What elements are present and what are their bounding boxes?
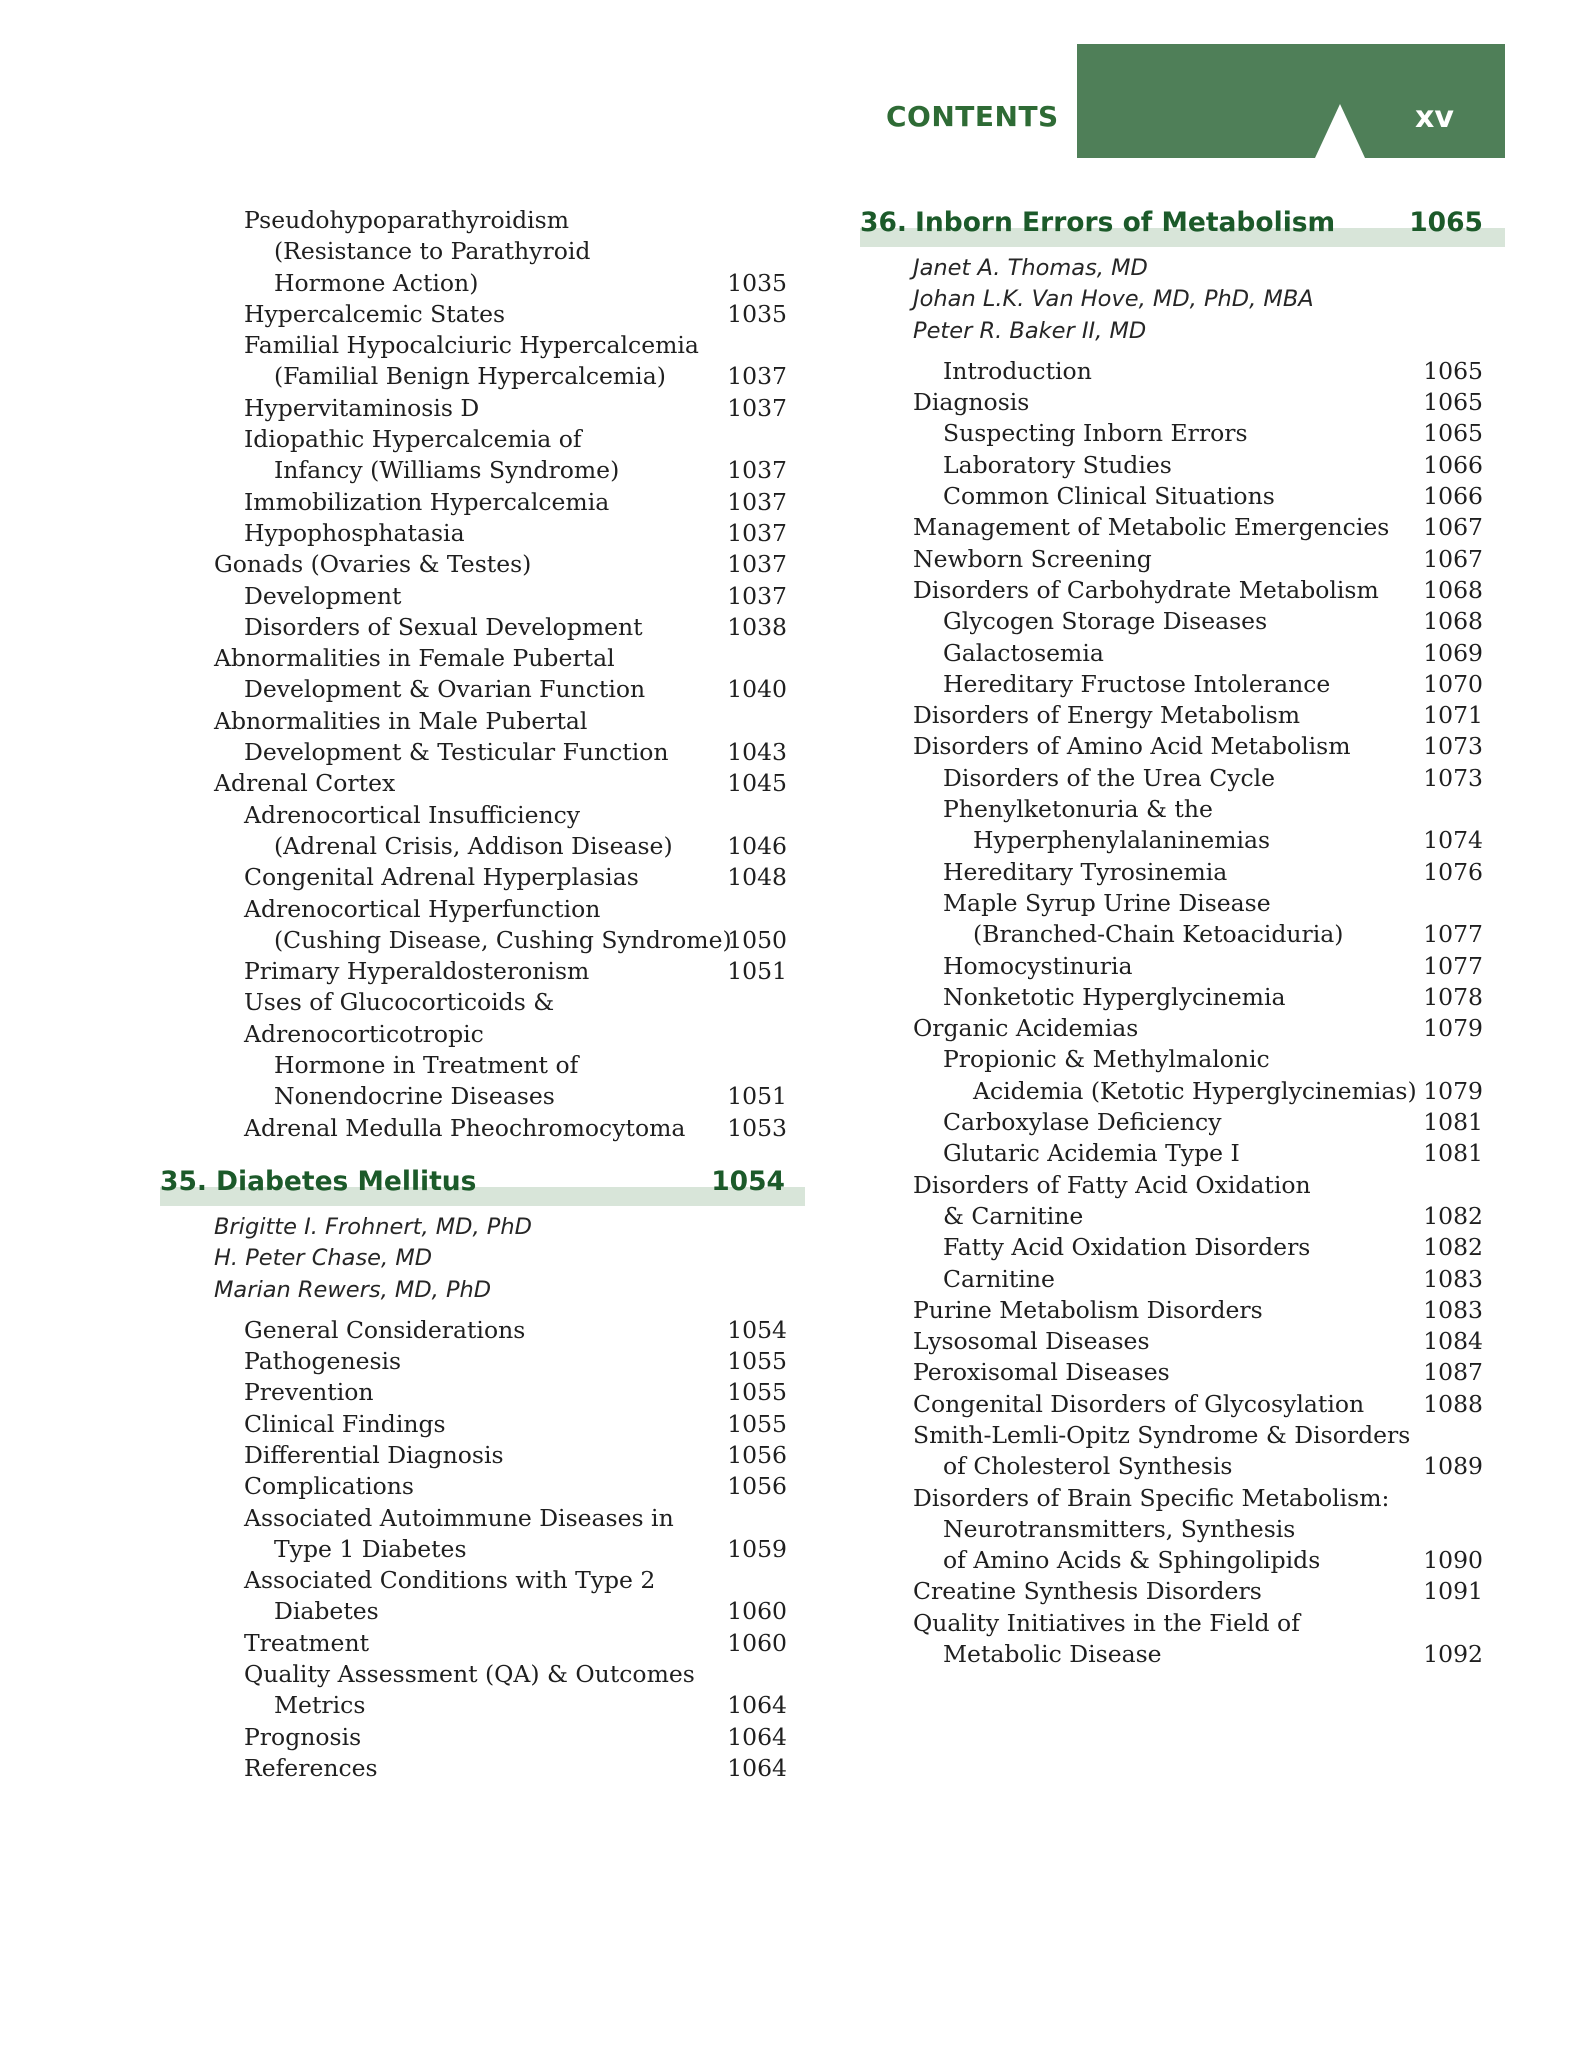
toc-entry[interactable]: [860, 731, 1505, 762]
toc-entry-page: 1053: [727, 1113, 787, 1142]
toc-entry[interactable]: [160, 1315, 790, 1346]
toc-entry[interactable]: [160, 862, 790, 893]
toc-entry[interactable]: [160, 1659, 790, 1722]
toc-entry-title: Pseudohypoparathyroidism: [244, 206, 570, 234]
toc-entry-title: Development & Testicular Function: [244, 738, 669, 767]
toc-entry-title: Management of Metabolic Emergencies: [913, 513, 1390, 542]
toc-entry-title: Hormone Action): [274, 268, 479, 297]
toc-entry[interactable]: [860, 1357, 1505, 1388]
toc-entry-page: 1037: [727, 456, 787, 485]
toc-entry-page: 1089: [1423, 1452, 1483, 1481]
author-name: Brigitte I. Frohnert, MD, PhD: [214, 1213, 532, 1240]
toc-entry-page: 1074: [1423, 826, 1483, 855]
toc-entry[interactable]: [860, 387, 1505, 418]
toc-entry[interactable]: [860, 982, 1505, 1013]
toc-entry-title: (Familial Benign Hypercalcemia): [274, 362, 666, 391]
toc-entry[interactable]: [860, 1326, 1505, 1357]
toc-entry-page: 1066: [1423, 482, 1483, 511]
toc-entry[interactable]: [860, 1608, 1505, 1671]
toc-entry-page: 1087: [1423, 1358, 1483, 1387]
toc-entry-page: 1037: [727, 362, 787, 391]
toc-entry-page: 1081: [1423, 1108, 1483, 1137]
toc-entry-page: 1035: [727, 299, 787, 328]
toc-entry-page: 1064: [727, 1691, 787, 1720]
toc-entry-title: Disorders of Carbohydrate Metabolism: [913, 575, 1379, 604]
author-name: Janet A. Thomas, MD: [913, 255, 1148, 281]
toc-entry-page: 1055: [727, 1347, 787, 1376]
toc-entry-title: Adrenocortical Hyperfunction: [244, 894, 601, 923]
chapter-title: Inborn Errors of Metabolism: [915, 207, 1336, 238]
toc-entry-title: Neurotransmitters, Synthesis: [943, 1514, 1296, 1543]
toc-entry-title: Organic Acidemias: [913, 1014, 1139, 1043]
toc-entry-title: Creatine Synthesis Disorders: [913, 1577, 1262, 1606]
toc-entry[interactable]: [160, 1346, 790, 1377]
toc-entry[interactable]: [860, 1138, 1505, 1169]
toc-entry-page: 1083: [1423, 1264, 1483, 1293]
toc-entry-title: Abnormalities in Male Pubertal: [214, 706, 588, 735]
toc-entry-title: Smith-Lemli-Opitz Syndrome & Disorders: [913, 1420, 1411, 1449]
toc-entry[interactable]: [860, 1295, 1505, 1326]
toc-entry-title: (Branched-Chain Ketoaciduria): [973, 920, 1344, 949]
chapter-page: 1054: [711, 1165, 785, 1197]
toc-entry-page: 1045: [727, 769, 787, 798]
toc-entry[interactable]: [160, 1753, 790, 1784]
chapter-title: Diabetes Mellitus: [216, 1165, 477, 1197]
toc-entry-page: 1083: [1423, 1295, 1483, 1324]
toc-entry[interactable]: [860, 606, 1505, 637]
toc-entry-title: Diabetes: [274, 1597, 379, 1626]
toc-entry-title: Newborn Screening: [913, 544, 1152, 573]
toc-entry-title: Primary Hyperaldosteronism: [244, 957, 590, 986]
toc-entry-title: Prevention: [244, 1378, 374, 1407]
toc-entry-page: 1088: [1423, 1389, 1483, 1418]
toc-entry-title: Quality Assessment (QA) & Outcomes: [244, 1660, 695, 1689]
toc-entry[interactable]: [160, 330, 790, 393]
toc-entry-title: Glycogen Storage Diseases: [943, 607, 1268, 636]
toc-entry[interactable]: [860, 888, 1505, 951]
toc-entry-title: Hypervitaminosis D: [244, 393, 480, 422]
toc-entry[interactable]: [160, 1409, 790, 1440]
toc-entry-page: 1056: [727, 1440, 787, 1469]
toc-entry[interactable]: [860, 1420, 1505, 1483]
toc-entry[interactable]: [860, 1170, 1505, 1233]
toc-entry-page: 1037: [727, 487, 787, 516]
toc-entry[interactable]: [160, 424, 790, 487]
author-name: Marian Rewers, MD, PhD: [214, 1276, 492, 1303]
toc-entry-title: Peroxisomal Diseases: [913, 1358, 1170, 1387]
toc-entry[interactable]: [160, 487, 790, 518]
toc-entry-page: 1043: [727, 738, 787, 767]
toc-entry-title: Hypophosphatasia: [244, 518, 465, 547]
toc-entry-title: Carboxylase Deficiency: [943, 1108, 1222, 1137]
left-column: [160, 205, 790, 1784]
toc-entry-page: 1060: [727, 1597, 787, 1626]
toc-entry-title: Hyperphenylalaninemias: [973, 826, 1271, 855]
toc-entry[interactable]: [860, 575, 1505, 606]
toc-entry-title: of Cholesterol Synthesis: [943, 1452, 1233, 1481]
toc-entry-page: 1079: [1423, 1076, 1483, 1105]
toc-entry[interactable]: [160, 393, 790, 424]
toc-entry-title: References: [244, 1753, 378, 1782]
toc-entry[interactable]: [860, 512, 1505, 543]
toc-entry[interactable]: [160, 987, 790, 1112]
toc-entry-title: Purine Metabolism Disorders: [913, 1295, 1263, 1324]
toc-entry[interactable]: [860, 700, 1505, 731]
toc-entry[interactable]: [160, 299, 790, 330]
toc-entry[interactable]: [160, 1722, 790, 1753]
toc-entry[interactable]: [860, 544, 1505, 575]
toc-entry-page: 1073: [1423, 763, 1483, 792]
toc-entry[interactable]: [160, 549, 790, 580]
toc-entry-title: Type 1 Diabetes: [274, 1534, 467, 1563]
toc-entry-page: 1054: [727, 1315, 787, 1344]
toc-entry-title: Treatment: [244, 1628, 370, 1657]
toc-entry-title: Pathogenesis: [244, 1347, 402, 1376]
toc-entry[interactable]: [860, 1232, 1505, 1263]
toc-entry-page: 1064: [727, 1753, 787, 1782]
toc-entry-page: 1068: [1423, 575, 1483, 604]
toc-entry[interactable]: [160, 706, 790, 769]
toc-entry[interactable]: [160, 800, 790, 863]
toc-entry[interactable]: [860, 1483, 1505, 1577]
toc-entry-title: Familial Hypocalciuric Hypercalcemia: [244, 331, 699, 360]
toc-entry-page: 1081: [1423, 1139, 1483, 1168]
toc-entry[interactable]: [860, 418, 1505, 449]
toc-entry-title: (Resistance to Parathyroid: [274, 237, 591, 266]
toc-entry-page: 1077: [1423, 920, 1483, 949]
toc-entry-title: Hereditary Fructose Intolerance: [943, 669, 1331, 698]
toc-entry-title: Glutaric Acidemia Type I: [943, 1139, 1240, 1168]
toc-entry-page: 1037: [727, 518, 787, 547]
toc-entry-title: Phenylketonuria & the: [943, 795, 1213, 824]
toc-entry-title: Propionic & Methylmalonic: [943, 1045, 1270, 1074]
toc-entry-page: 1037: [727, 393, 787, 422]
toc-entry[interactable]: [160, 768, 790, 799]
toc-entry-title: Common Clinical Situations: [943, 482, 1275, 511]
toc-entry-title: Congenital Disorders of Glycosylation: [913, 1389, 1365, 1418]
toc-entry[interactable]: [860, 794, 1505, 857]
toc-entry-title: Adrenal Cortex: [214, 769, 396, 798]
toc-entry[interactable]: [160, 205, 790, 299]
toc-entry[interactable]: [160, 1471, 790, 1502]
toc-entry-title: Disorders of Fatty Acid Oxidation: [913, 1170, 1311, 1199]
toc-entry-title: Nonketotic Hyperglycinemia: [943, 982, 1286, 1011]
toc-entry-title: Infancy (Williams Syndrome): [274, 456, 620, 485]
toc-entry-page: 1065: [1423, 419, 1483, 448]
toc-entry[interactable]: [160, 518, 790, 549]
toc-entry[interactable]: [860, 1389, 1505, 1420]
toc-entry-title: Disorders of Amino Acid Metabolism: [913, 732, 1351, 761]
toc-entry[interactable]: [860, 763, 1505, 794]
toc-entry-title: Disorders of Energy Metabolism: [913, 701, 1301, 730]
toc-entry-page: 1050: [727, 925, 787, 954]
toc-entry-page: 1082: [1423, 1201, 1483, 1230]
chapter-authors: [913, 253, 1505, 347]
toc-entry-title: Disorders of the Urea Cycle: [943, 763, 1276, 792]
toc-entry-title: Homocystinuria: [943, 951, 1133, 980]
toc-entry-title: General Considerations: [244, 1315, 526, 1344]
toc-entry-page: 1035: [727, 268, 787, 297]
toc-entry-title: Maple Syrup Urine Disease: [943, 888, 1271, 917]
chapter-number: 36.: [860, 207, 907, 238]
toc-entry-title: Development: [244, 581, 402, 610]
toc-entry-title: Associated Autoimmune Diseases in: [244, 1503, 674, 1532]
toc-entry[interactable]: [160, 1440, 790, 1471]
toc-entry-title: Diagnosis: [913, 388, 1030, 417]
toc-entry-page: 1090: [1423, 1546, 1483, 1575]
toc-entry-title: Development & Ovarian Function: [244, 675, 646, 704]
toc-entry[interactable]: [860, 356, 1505, 387]
toc-entry[interactable]: [860, 1107, 1505, 1138]
toc-entry-title: Adrenocortical Insufficiency: [244, 800, 581, 829]
chapter-heading-36: [860, 205, 1505, 241]
toc-entry-title: Associated Conditions with Type 2: [244, 1566, 656, 1595]
running-header-label: CONTENTS: [886, 100, 1059, 133]
toc-entry[interactable]: [160, 1503, 790, 1566]
toc-entry-title: Abnormalities in Female Pubertal: [214, 644, 615, 673]
toc-entry[interactable]: [860, 669, 1505, 700]
toc-entry-page: 1084: [1423, 1327, 1483, 1356]
chapter-entries-35: [160, 1315, 790, 1784]
toc-entry-page: 1073: [1423, 732, 1483, 761]
toc-entry-page: 1048: [727, 863, 787, 892]
toc-entry-title: Prognosis: [244, 1722, 362, 1751]
toc-entry-title: Lysosomal Diseases: [913, 1327, 1150, 1356]
toc-entry[interactable]: [160, 956, 790, 987]
chapter-entries-36: [860, 356, 1505, 1670]
toc-entry-page: 1069: [1423, 638, 1483, 667]
toc-entry-title: Hypercalcemic States: [244, 299, 506, 328]
toc-entry-title: Hormone in Treatment of: [274, 1051, 579, 1080]
toc-entry-title: Hereditary Tyrosinemia: [943, 857, 1228, 886]
toc-entry-page: 1051: [727, 1082, 787, 1111]
toc-entry[interactable]: [860, 1044, 1505, 1107]
toc-entry-title: (Cushing Disease, Cushing Syndrome): [274, 925, 732, 954]
toc-entry-page: 1067: [1423, 513, 1483, 542]
toc-entry-page: 1060: [727, 1628, 787, 1657]
toc-entry-page: 1051: [727, 957, 787, 986]
toc-entry[interactable]: [160, 1113, 790, 1144]
chapter-number: 35.: [160, 1165, 207, 1197]
toc-entry[interactable]: [860, 638, 1505, 669]
author-name: Johan L.K. Van Hove, MD, PhD, MBA: [913, 286, 1314, 313]
toc-entry-page: 1055: [727, 1378, 787, 1407]
toc-entry-page: 1079: [1423, 1014, 1483, 1043]
chapter-heading-35: [160, 1164, 805, 1200]
toc-entry-page: 1092: [1423, 1640, 1483, 1669]
toc-entry[interactable]: [860, 481, 1505, 512]
toc-entry-title: Immobilization Hypercalcemia: [244, 487, 610, 516]
toc-entry[interactable]: [160, 1565, 790, 1628]
toc-entry-page: 1046: [727, 831, 787, 860]
toc-entry-title: Disorders of Sexual Development: [244, 612, 643, 641]
toc-entry-title: Quality Initiatives in the Field of: [913, 1608, 1300, 1637]
header-tab-notch: [1315, 104, 1365, 158]
toc-entry-page: 1065: [1423, 356, 1483, 385]
author-name: H. Peter Chase, MD: [214, 1245, 433, 1272]
toc-entry-title: Congenital Adrenal Hyperplasias: [244, 863, 639, 892]
toc-entry-page: 1066: [1423, 450, 1483, 479]
toc-entry-title: Suspecting Inborn Errors: [943, 419, 1248, 448]
toc-entry-page: 1037: [727, 581, 787, 610]
toc-entry-page: 1037: [727, 550, 787, 579]
toc-entry[interactable]: [160, 612, 790, 643]
toc-entry[interactable]: [860, 1576, 1505, 1607]
toc-entry-title: of Amino Acids & Sphingolipids: [943, 1546, 1321, 1575]
toc-entry-page: 1056: [727, 1472, 787, 1501]
toc-entry-page: 1078: [1423, 982, 1483, 1011]
toc-entry-page: 1071: [1423, 701, 1483, 730]
toc-entry-page: 1067: [1423, 544, 1483, 573]
toc-entry-title: Laboratory Studies: [943, 450, 1172, 479]
toc-entry-title: Adrenal Medulla Pheochromocytoma: [244, 1113, 686, 1142]
toc-entry-title: Fatty Acid Oxidation Disorders: [943, 1233, 1311, 1262]
toc-entry-title: Idiopathic Hypercalcemia of: [244, 425, 582, 454]
toc-entry-title: Disorders of Brain Specific Metabolism:: [913, 1483, 1390, 1512]
toc-entry-page: 1040: [727, 675, 787, 704]
toc-entry-title: Carnitine: [943, 1264, 1055, 1293]
left-entries-continued: [160, 205, 790, 1144]
toc-entry[interactable]: [860, 1013, 1505, 1044]
toc-entry-title: Galactosemia: [943, 638, 1104, 667]
toc-entry[interactable]: [160, 1377, 790, 1408]
toc-entry[interactable]: [860, 857, 1505, 888]
toc-entry-title: Complications: [244, 1472, 414, 1501]
toc-entry-page: 1038: [727, 612, 787, 641]
toc-entry-title: Metabolic Disease: [943, 1640, 1162, 1669]
chapter-authors: [214, 1212, 790, 1306]
toc-entry-title: Uses of Glucocorticoids & Adrenocorticotropic: [244, 988, 555, 1048]
author-name: Peter R. Baker II, MD: [913, 317, 1147, 344]
toc-entry-title: Introduction: [943, 356, 1092, 385]
page-number: xv: [1415, 100, 1454, 135]
toc-entry-page: 1055: [727, 1409, 787, 1438]
toc-entry-page: 1070: [1423, 669, 1483, 698]
toc-entry-title: (Adrenal Crisis, Addison Disease): [274, 831, 673, 860]
toc-entry[interactable]: [160, 1628, 790, 1659]
toc-entry[interactable]: [860, 450, 1505, 481]
toc-entry[interactable]: [860, 951, 1505, 982]
toc-entry-title: Metrics: [274, 1691, 366, 1720]
toc-entry-page: 1059: [727, 1534, 787, 1563]
toc-entry-title: Nonendocrine Diseases: [274, 1082, 555, 1111]
toc-entry-page: 1064: [727, 1722, 787, 1751]
toc-entry-page: 1076: [1423, 857, 1483, 886]
toc-entry-page: 1082: [1423, 1233, 1483, 1262]
toc-entry[interactable]: [160, 581, 790, 612]
toc-entry-title: Gonads (Ovaries & Testes): [214, 550, 532, 579]
toc-entry-title: Clinical Findings: [244, 1409, 446, 1438]
chapter-page: 1065: [1409, 207, 1483, 238]
toc-entry-title: Acidemia (Ketotic Hyperglycinemias): [973, 1076, 1417, 1105]
toc-entry[interactable]: [160, 894, 790, 957]
toc-entry-page: 1068: [1423, 607, 1483, 636]
right-column: [860, 205, 1505, 1670]
toc-entry-title: Differential Diagnosis: [244, 1440, 504, 1469]
toc-entry[interactable]: [160, 643, 790, 706]
toc-entry-page: 1065: [1423, 388, 1483, 417]
toc-entry[interactable]: [860, 1264, 1505, 1295]
toc-entry-title: & Carnitine: [943, 1201, 1084, 1230]
toc-entry-page: 1091: [1423, 1577, 1483, 1606]
toc-entry-page: 1077: [1423, 951, 1483, 980]
